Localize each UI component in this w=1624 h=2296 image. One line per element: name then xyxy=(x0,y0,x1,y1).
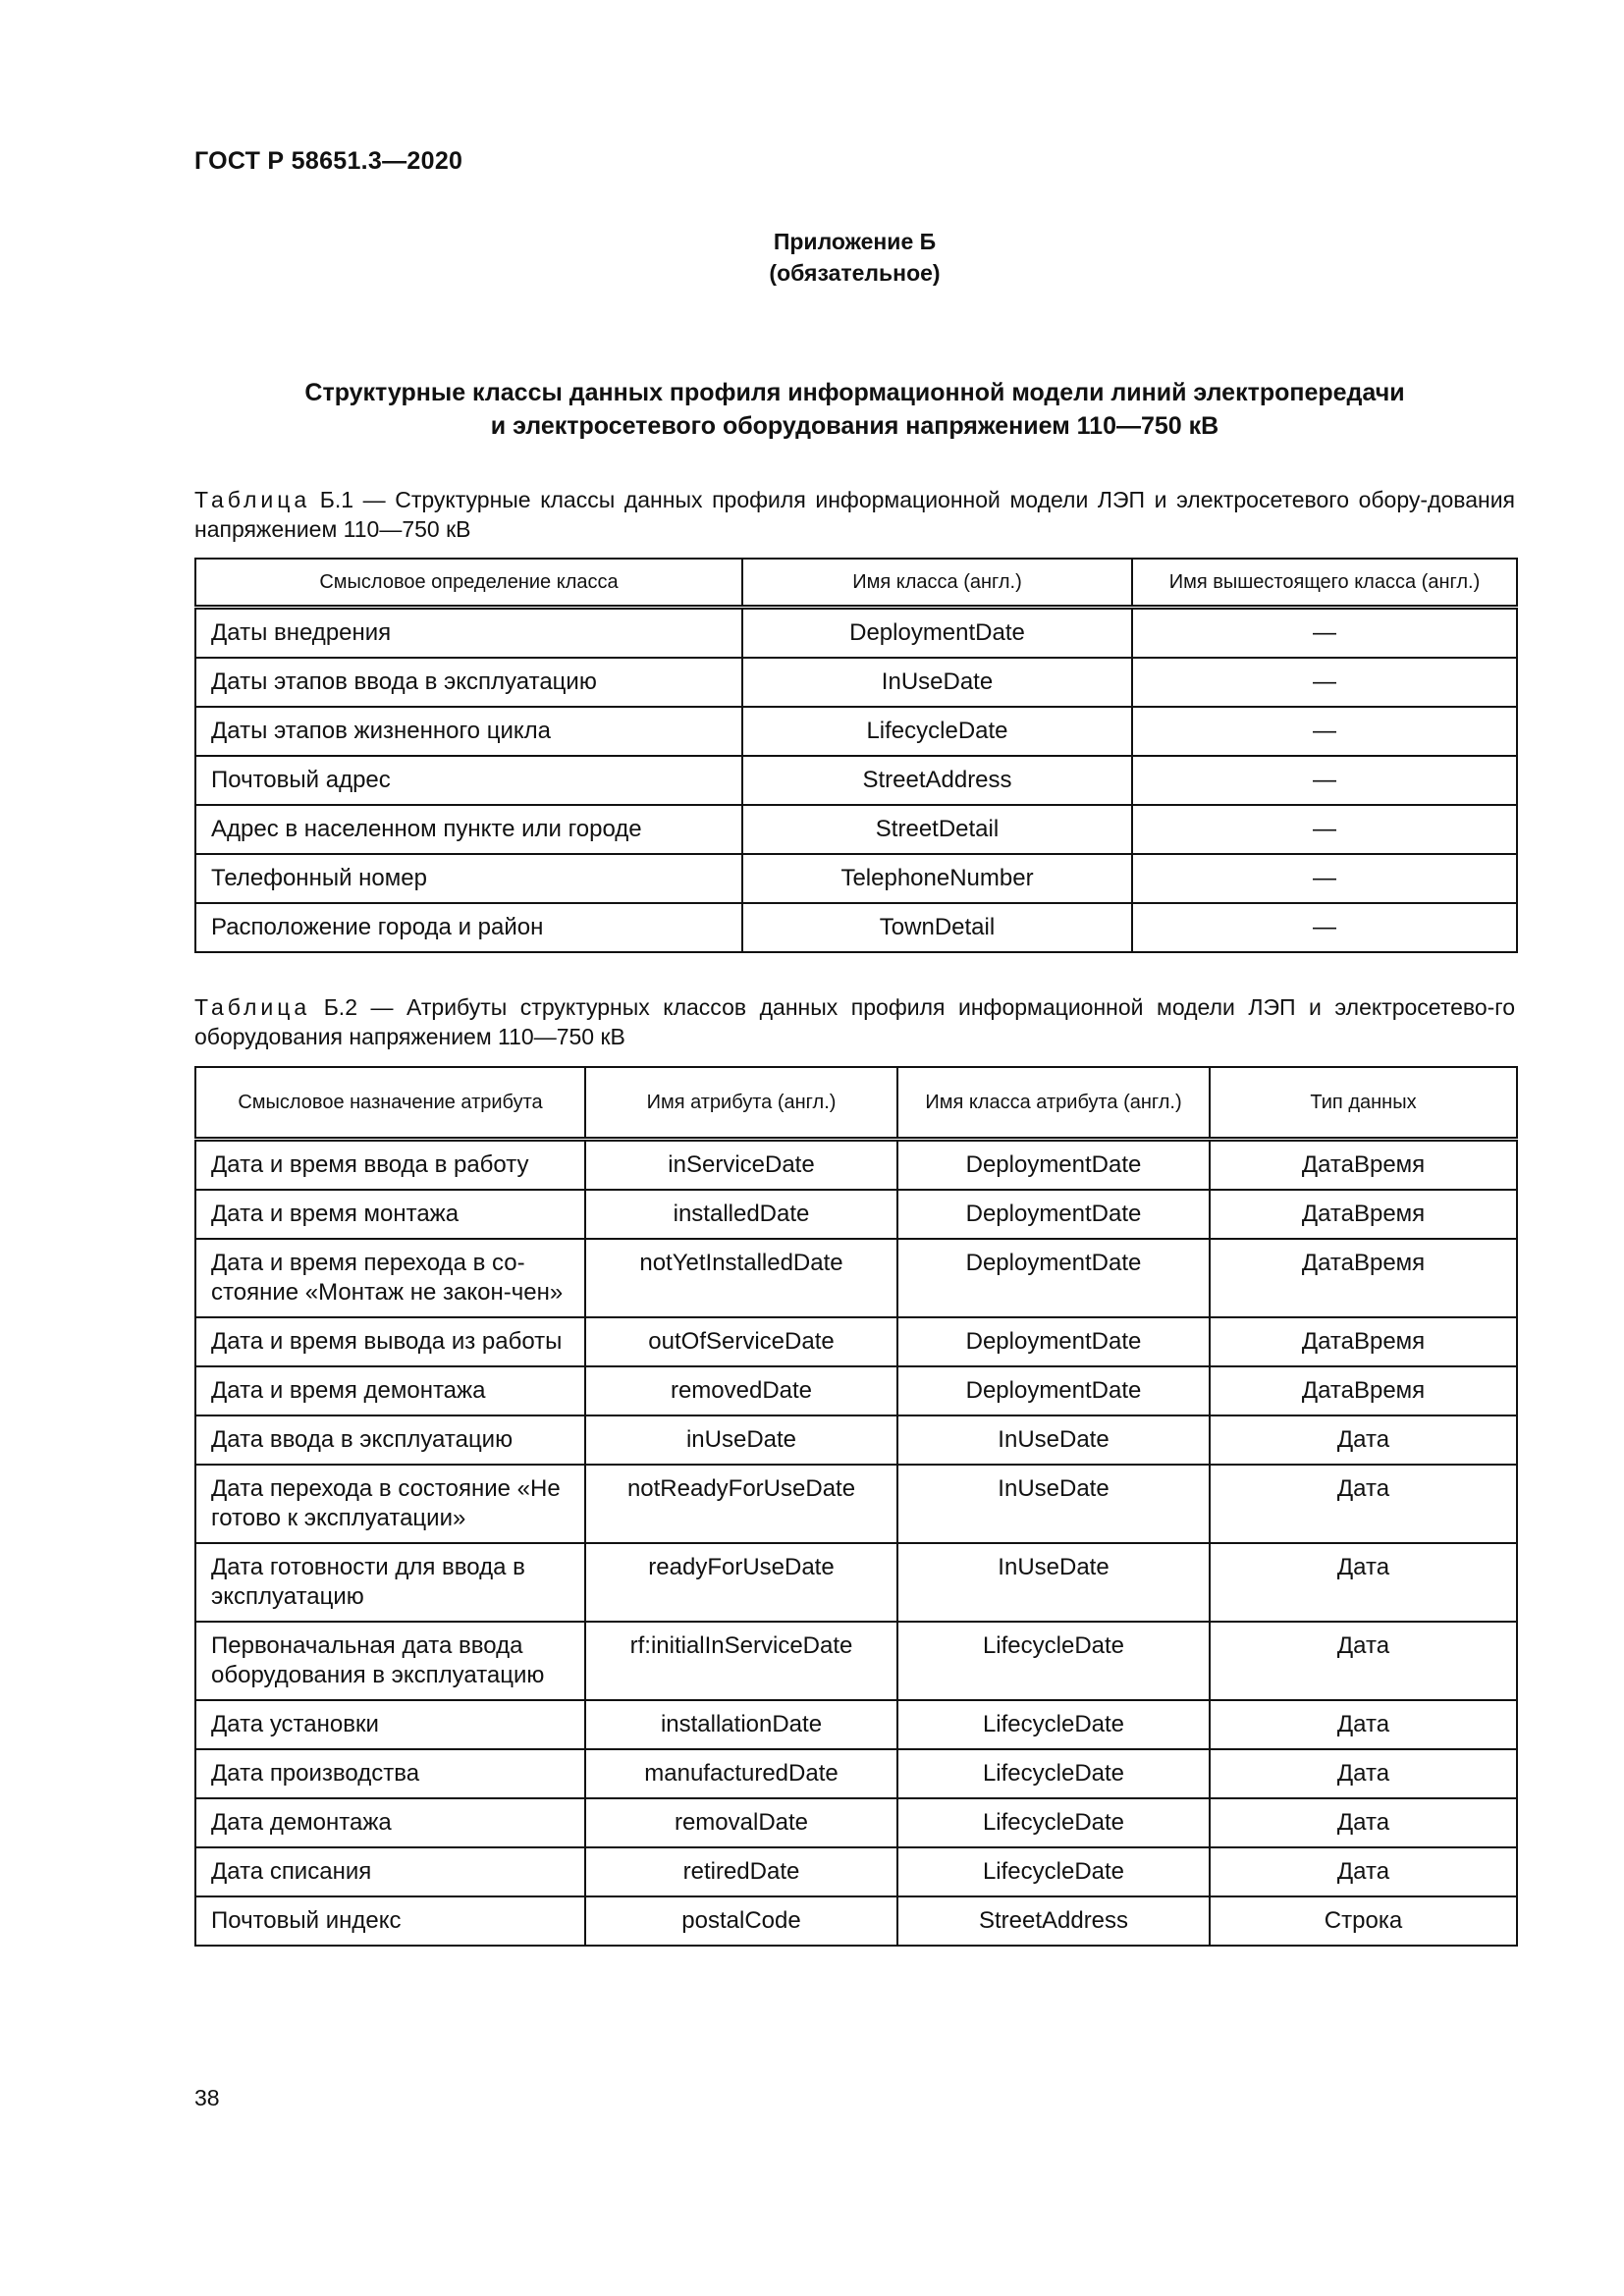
table-cell: rf:initialInServiceDate xyxy=(585,1622,897,1700)
table1-header-cell: Имя вышестоящего класса (англ.) xyxy=(1132,559,1517,608)
table-cell: StreetDetail xyxy=(742,805,1132,854)
table-row xyxy=(195,1239,1517,1317)
table-row xyxy=(195,1465,1517,1543)
table2-header-cell: Тип данных xyxy=(1210,1067,1517,1140)
table-row xyxy=(195,1700,1517,1749)
table1-caption xyxy=(194,485,1515,544)
table-cell: retiredDate xyxy=(585,1847,897,1896)
table-row xyxy=(195,1749,1517,1798)
table-cell: Расположение города и район xyxy=(195,903,742,952)
table-cell: Дата и время ввода в работу xyxy=(195,1140,585,1191)
table-cell: Дата производства xyxy=(195,1749,585,1798)
table-cell: Дата и время демонтажа xyxy=(195,1366,585,1415)
table-cell: InUseDate xyxy=(742,658,1132,707)
table-cell: installedDate xyxy=(585,1190,897,1239)
table-cell: DeploymentDate xyxy=(897,1190,1210,1239)
table-row xyxy=(195,1415,1517,1465)
table-cell: readyForUseDate xyxy=(585,1543,897,1622)
table-cell: ДатаВремя xyxy=(1210,1140,1517,1191)
table-cell: installationDate xyxy=(585,1700,897,1749)
table-row xyxy=(195,1847,1517,1896)
table-cell: notReadyForUseDate xyxy=(585,1465,897,1543)
section-title-line-2: и электросетевого оборудования напряжением 110—750 кВ xyxy=(490,412,1219,440)
table-cell: — xyxy=(1132,707,1517,756)
table-cell: Даты этапов ввода в эксплуатацию xyxy=(195,658,742,707)
table-cell: Почтовый индекс xyxy=(195,1896,585,1946)
table1-caption-text: Б.1 — Структурные классы данных профиля информационной модели ЛЭП и электросетевого обору-дования напряжением 110—750 кВ xyxy=(194,487,1515,542)
table-row xyxy=(195,854,1517,903)
table-cell: — xyxy=(1132,903,1517,952)
table-cell: Почтовый адрес xyxy=(195,756,742,805)
table-cell: Дата xyxy=(1210,1700,1517,1749)
table-cell: inServiceDate xyxy=(585,1140,897,1191)
table2-body xyxy=(195,1140,1517,1947)
table1-caption-prefix: Таблица xyxy=(194,487,311,512)
table-cell: Строка xyxy=(1210,1896,1517,1946)
table-cell: ДатаВремя xyxy=(1210,1239,1517,1317)
table-cell: — xyxy=(1132,608,1517,659)
table-cell: notYetInstalledDate xyxy=(585,1239,897,1317)
table-cell: TownDetail xyxy=(742,903,1132,952)
table-row xyxy=(195,903,1517,952)
table-cell: InUseDate xyxy=(897,1415,1210,1465)
table1-header-cell: Имя класса (англ.) xyxy=(742,559,1132,608)
page-number: 38 xyxy=(194,2085,220,2110)
table2 xyxy=(194,1066,1518,1947)
table-cell: DeploymentDate xyxy=(742,608,1132,659)
appendix-title: Приложение Б xyxy=(773,229,937,254)
section-title xyxy=(194,376,1515,443)
table-row xyxy=(195,1896,1517,1946)
table-cell: — xyxy=(1132,805,1517,854)
table-cell: LifecycleDate xyxy=(897,1749,1210,1798)
table-cell: LifecycleDate xyxy=(897,1700,1210,1749)
table-row xyxy=(195,756,1517,805)
table-cell: Дата демонтажа xyxy=(195,1798,585,1847)
table-cell: Дата xyxy=(1210,1622,1517,1700)
table-row xyxy=(195,1140,1517,1191)
table-cell: Дата xyxy=(1210,1543,1517,1622)
table1-header-row xyxy=(195,559,1517,608)
table-cell: — xyxy=(1132,756,1517,805)
table-row xyxy=(195,707,1517,756)
table-row xyxy=(195,608,1517,659)
table-cell: Дата и время перехода в со-стояние «Монтаж не закон-чен» xyxy=(195,1239,585,1317)
table-row xyxy=(195,1366,1517,1415)
table-cell: Дата и время вывода из работы xyxy=(195,1317,585,1366)
table2-caption xyxy=(194,992,1515,1051)
document-header: ГОСТ Р 58651.3—2020 xyxy=(194,147,463,175)
table-cell: DeploymentDate xyxy=(897,1140,1210,1191)
table-cell: Дата xyxy=(1210,1465,1517,1543)
table-cell: InUseDate xyxy=(897,1465,1210,1543)
appendix-status: (обязательное) xyxy=(769,260,941,286)
table-cell: Дата xyxy=(1210,1415,1517,1465)
table-cell: DeploymentDate xyxy=(897,1366,1210,1415)
table-cell: LifecycleDate xyxy=(897,1798,1210,1847)
table-cell: inUseDate xyxy=(585,1415,897,1465)
table-cell: InUseDate xyxy=(897,1543,1210,1622)
table1-header-cell: Смысловое определение класса xyxy=(195,559,742,608)
table-cell: Дата xyxy=(1210,1798,1517,1847)
table-cell: Дата ввода в эксплуатацию xyxy=(195,1415,585,1465)
table-cell: Дата xyxy=(1210,1749,1517,1798)
table-cell: Даты этапов жизненного цикла xyxy=(195,707,742,756)
table2-caption-text: Б.2 — Атрибуты структурных классов данных профиля информационной модели ЛЭП и электросетево-го оборудования напряжением 110—750 кВ xyxy=(194,994,1515,1049)
table-cell: Даты внедрения xyxy=(195,608,742,659)
table-cell: Дата готовности для ввода в эксплуатацию xyxy=(195,1543,585,1622)
table-cell: manufacturedDate xyxy=(585,1749,897,1798)
appendix-heading xyxy=(194,226,1515,289)
table-cell: Телефонный номер xyxy=(195,854,742,903)
table2-header-cell: Имя класса атрибута (англ.) xyxy=(897,1067,1210,1140)
table-cell: Дата перехода в состояние «Не готово к эксплуатации» xyxy=(195,1465,585,1543)
table-cell: removedDate xyxy=(585,1366,897,1415)
table2-header-cell: Смысловое назначение атрибута xyxy=(195,1067,585,1140)
table-row xyxy=(195,658,1517,707)
table-cell: — xyxy=(1132,854,1517,903)
table-cell: DeploymentDate xyxy=(897,1239,1210,1317)
table-cell: StreetAddress xyxy=(742,756,1132,805)
table-cell: ДатаВремя xyxy=(1210,1366,1517,1415)
table-cell: Адрес в населенном пункте или городе xyxy=(195,805,742,854)
table-cell: TelephoneNumber xyxy=(742,854,1132,903)
table-cell: ДатаВремя xyxy=(1210,1190,1517,1239)
table-cell: LifecycleDate xyxy=(897,1847,1210,1896)
table2-header-row xyxy=(195,1067,1517,1140)
table-cell: postalCode xyxy=(585,1896,897,1946)
table-row xyxy=(195,1543,1517,1622)
section-title-line-1: Структурные классы данных профиля информационной модели линий электропередачи xyxy=(304,379,1405,406)
table-cell: — xyxy=(1132,658,1517,707)
table-row xyxy=(195,1317,1517,1366)
table-cell: DeploymentDate xyxy=(897,1317,1210,1366)
table2-header-cell: Имя атрибута (англ.) xyxy=(585,1067,897,1140)
table-row xyxy=(195,1798,1517,1847)
table-cell: LifecycleDate xyxy=(742,707,1132,756)
table-cell: Первоначальная дата ввода оборудования в эксплуатацию xyxy=(195,1622,585,1700)
table-cell: outOfServiceDate xyxy=(585,1317,897,1366)
table-cell: LifecycleDate xyxy=(897,1622,1210,1700)
table-cell: Дата и время монтажа xyxy=(195,1190,585,1239)
table1 xyxy=(194,558,1518,953)
table-cell: Дата списания xyxy=(195,1847,585,1896)
table-row xyxy=(195,1190,1517,1239)
table-row xyxy=(195,805,1517,854)
table-row xyxy=(195,1622,1517,1700)
table1-body xyxy=(195,608,1517,953)
table-cell: removalDate xyxy=(585,1798,897,1847)
table-cell: Дата xyxy=(1210,1847,1517,1896)
table2-caption-prefix: Таблица xyxy=(194,994,311,1020)
table-cell: ДатаВремя xyxy=(1210,1317,1517,1366)
table-cell: Дата установки xyxy=(195,1700,585,1749)
table-cell: StreetAddress xyxy=(897,1896,1210,1946)
